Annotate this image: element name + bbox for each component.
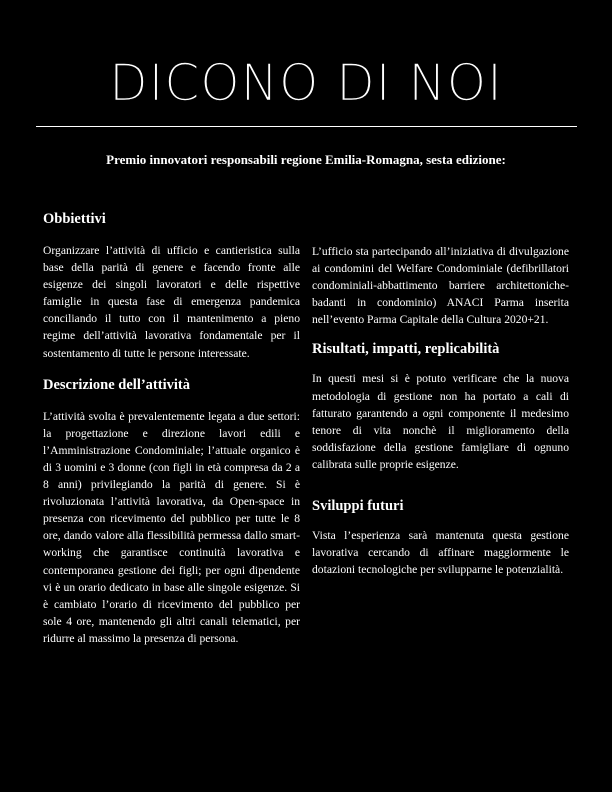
section-text-risultati: In questi mesi si è potuto verificare che la nuova metodologia di gestione non ha portato a cali di fatturato garantendo a ogni componente il medesimo tenore di vita nonchè il miglioramento della soddisfazione della gestione famigliare di ognuno calibrata sulle proprie esigenze. xyxy=(312,372,569,471)
page-title: DICONO DI NOI xyxy=(109,54,503,112)
section-heading-descrizione: Descrizione dell’attività xyxy=(43,376,190,393)
section-heading-obiettivi: Obbiettivi xyxy=(43,211,106,227)
section-text-obiettivi: Organizzare l’attività di ufficio e cantieristica sulla base della parità di genere e facendo fronte alle esigenze dei singoli lavoratori e delle rispettive famiglie in questa fase di emergenza pandemica conciliando il tutto con il mantenimento a pieno regime dell’attività lavorativa fondamentale per il sostentamento di tutte le persone interessate. xyxy=(43,244,300,360)
section-text-descrizione: L’attività svolta è prevalentemente legata a due settori: la progettazione e direzione lavori edili e l’Amministrazione Condominiale; l’attuale organico è di 3 uomini e 3 donne (con figli in età compresa da 2 a 8 anni) privilegiando la parità di genere. Si è rivoluzionata l’attività lavorativa, da Open-space in presenza con ricevimento del pubblico per tutte le 8 ore, dando valore alla flessibilità permessa dallo smart-working che garantisce continuità lavorativa e contemporanea gestione dei figli; per ogni dipendente vi è un orario dedicato in base alle singole esigenze. Si è cambiato l’orario di ricevimento del pubblico per sole 4 ore, mantenendo gli altri canali telematici, per ridurre al massimo la presenza di persona. xyxy=(43,409,300,645)
left-column xyxy=(43,210,300,647)
section-heading-sviluppi: Sviluppi futuri xyxy=(312,498,404,515)
page-subtitle: Premio innovatori responsabili regione Emilia-Romagna, sesta edizione: xyxy=(106,152,506,167)
section-text-continuazione: L’ufficio sta partecipando all’iniziativa di divulgazione ai condomini del Welfare Condominiale (defibrillatori condominiali-abbattimento barriere architettoniche-badanti in condominio) ANACI Parma inserita nell’evento Parma Capitale della Cultura 2020+21. xyxy=(312,245,569,327)
section-text-sviluppi: Vista l’esperienza sarà mantenuta questa gestione lavorativa cercando di affinare maggiormente le dotazioni tecnologiche per svilupparne le potenzialità. xyxy=(312,529,569,577)
title-divider xyxy=(36,126,577,127)
right-column xyxy=(312,243,569,578)
section-heading-risultati: Risultati, impatti, replicabilità xyxy=(312,341,500,358)
